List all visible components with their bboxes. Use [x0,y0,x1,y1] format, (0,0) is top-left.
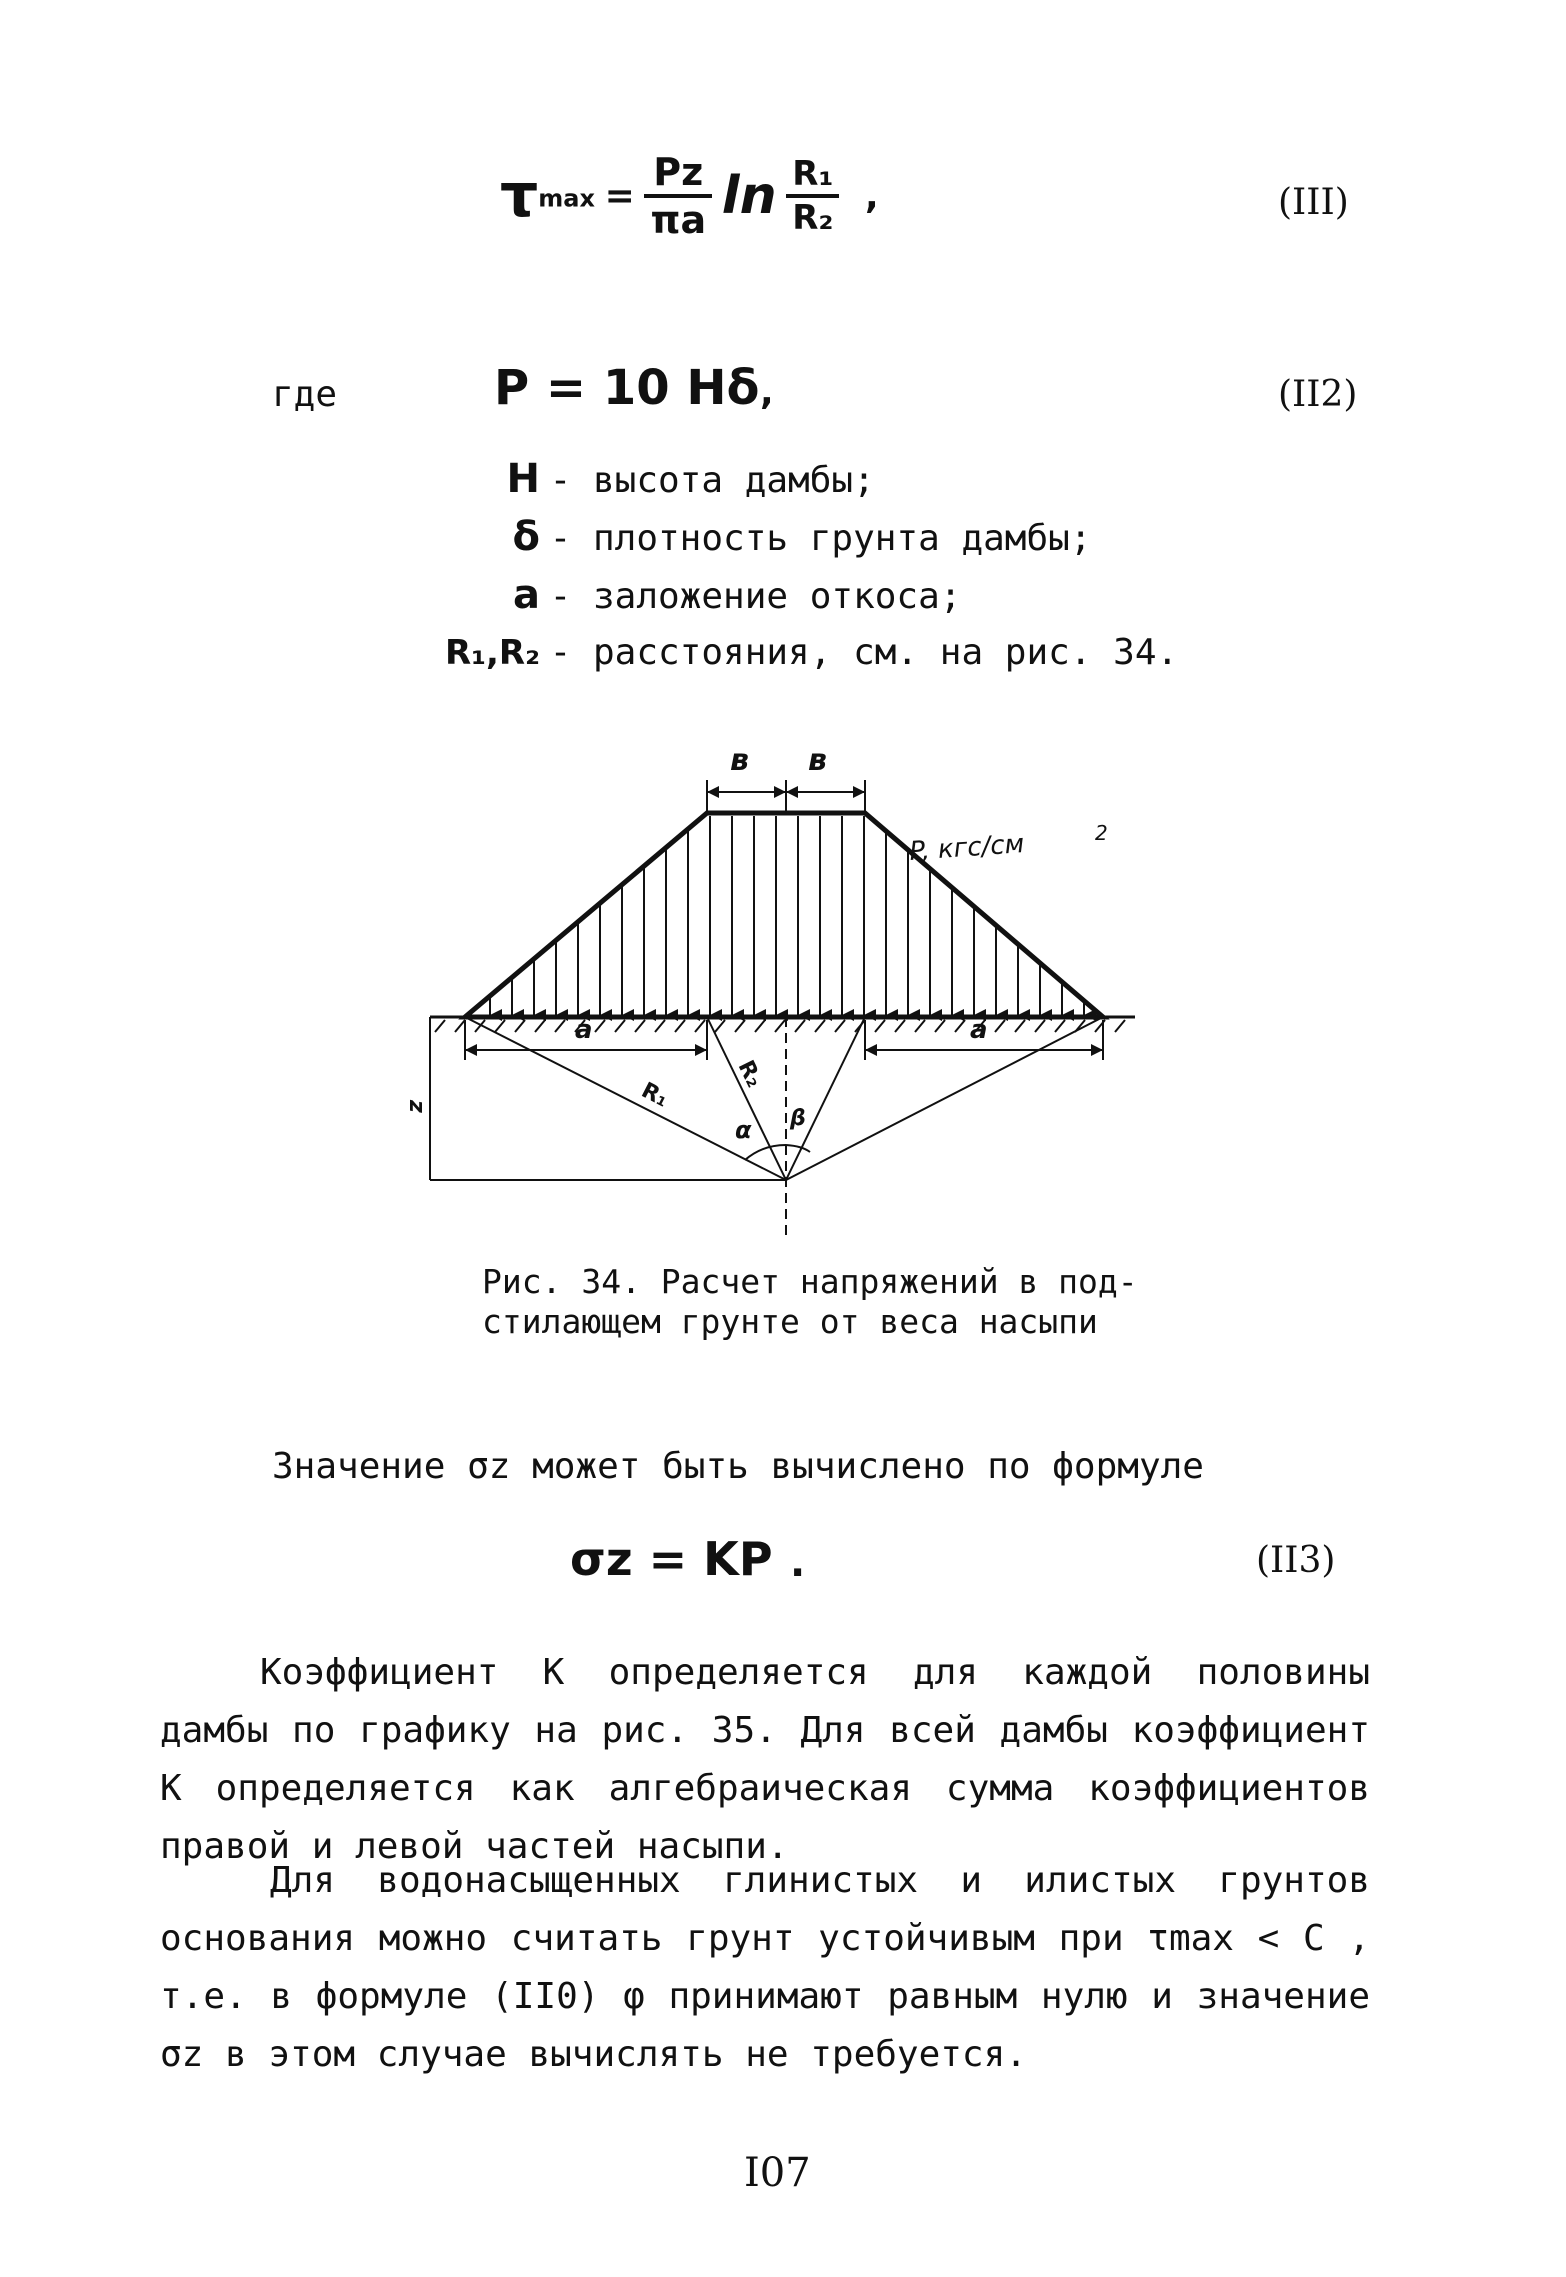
formula-111: τmax = $\frac{Pz}{\pi a}$ ln $\frac{\text{R₁}}{\text{R₂}}$ , [500,150,879,242]
formula-113-number: (II3) [1256,1540,1336,1581]
top-dimension [707,780,865,813]
depth-dimension [430,1017,786,1180]
sigma-intro: Значение σz может быть вычислено по формуле [272,1446,1204,1487]
label-r1: R₁ [637,1078,673,1113]
label-alpha: α [735,1116,752,1144]
variable-symbol: R₁,R₂ [444,633,540,673]
label-a-left: a [575,1015,593,1045]
formula-112-number: (II2) [1278,374,1358,415]
label-z: z [404,1100,429,1113]
formula-111-fraction [644,150,712,242]
formula-112-comma: , [760,372,774,413]
variable-delta [410,512,1170,570]
formula-113-expression: σz = KP [570,1532,773,1586]
formula-111-tau: τ [500,161,539,231]
formula-113-dot: . [790,1540,806,1586]
formula-111-r-denominator: R₂ [792,198,834,238]
variable-h [410,454,1170,512]
paragraph-coefficient-k: Коэффициент K определяется для каждой половины дамбы по графику на рис. 35. Для всей дамбы коэффициент K определяется как алгебраическая сумма коэффициентов правой и левой частей насыпи. [160,1652,1370,1867]
formula-111-numerator: Pz [644,150,712,198]
label-b2: в [808,743,827,778]
ground-hatching [435,1020,1125,1032]
where-label: где [272,374,338,415]
variable-r [410,628,1179,684]
variable-text: - заложение откоса; [549,576,962,617]
figure-34-caption [482,1262,1138,1342]
paragraph-saturated-soils: Для водонасыщенных глинистых и илистых грунтов основания можно считать грунт устойчивым при τmax < C , т.е. в формуле (II0) φ принимают равным нулю и значение σz в этом случае вычислять не требуется. [160,1860,1370,2075]
label-b1: в [730,743,749,778]
formula-111-ln: ln [721,166,777,226]
variable-text: - высота дамбы; [549,460,875,501]
formula-111-number: (III) [1278,182,1349,223]
formula-111-r-numerator: R₁ [786,154,839,198]
label-beta: β [790,1106,806,1131]
variable-symbol: H [506,456,540,502]
label-r2: R₂ [732,1056,767,1092]
variable-a [410,570,1170,628]
formula-111-tau-sub: max [538,184,595,213]
page-number: I07 [744,2150,811,2196]
caption-line-2: стилающем грунте от веса насыпи [482,1302,1098,1341]
formula-111-denominator: πa [650,198,707,242]
variable-list [410,454,1179,684]
label-p-sup: 2 [1095,821,1108,845]
variable-symbol: a [513,572,540,618]
label-a-right: a [970,1015,988,1045]
variable-text: - расстояния, см. на рис. 34. [549,632,1179,673]
variable-text: - плотность грунта дамбы; [549,518,1092,559]
formula-111-ratio [786,154,839,238]
caption-line-1: Рис. 34. Расчет напряжений в под- [482,1262,1138,1301]
formula-112-expression: P = 10 Hδ [494,360,760,416]
formula-111-comma: , [864,175,879,217]
variable-symbol: δ [512,514,540,560]
label-p: P, кгс/см [908,829,1026,867]
figure-34-diagram [390,720,1170,1240]
